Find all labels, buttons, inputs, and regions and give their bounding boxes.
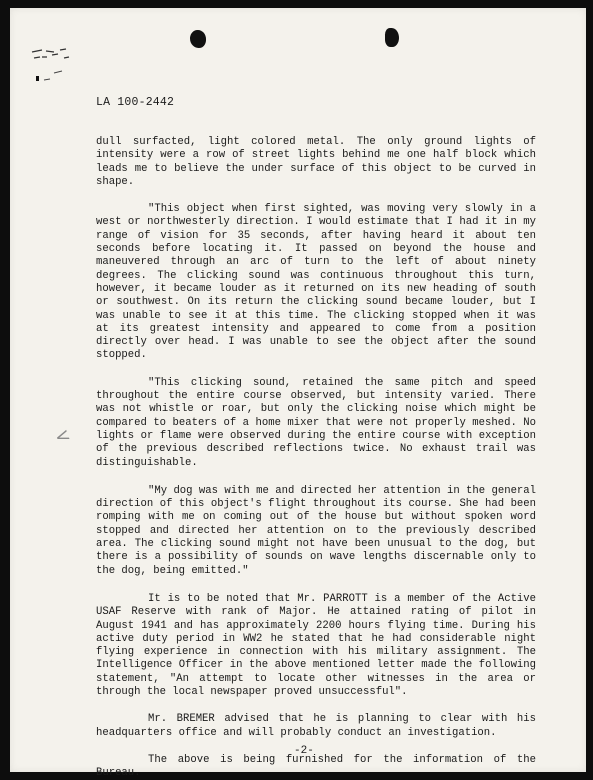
paragraph: "This object when first sighted, was moving very slowly in a west or northwesterly direction. I would estimate that I had it in my range of vision for 35 seconds, after having heard it about ten seconds before locating it. It passed on beyond the house and maneuvered through an arc of turn to the left of about ninety degrees. The clicking sound was continuous throughout this turn, however, it became louder as it returned on its new heading of south or southwest. On its return the clicking sound became louder, but I was unable to see it at this time. The clicking stopped when it was at its greatest intensity and appeared to come from a position directly over head. I was unable to see the object after the sound stopped. [96, 203, 536, 362]
letter-body [96, 136, 536, 780]
punch-hole [385, 28, 399, 47]
margin-scribble [30, 42, 80, 88]
paragraph: "This clicking sound, retained the same pitch and speed throughout the entire course observed, but intensity varied. There was not whistle or roar, but only the clicking noise which might be compared to beaters of a home mixer that were not properly meshed. No lights or flame were observed during the entire course with exception of the previous described reflections twice. No exhaust trail was distinguishable. [96, 376, 536, 469]
paragraph: "My dog was with me and directed her attention in the general direction of this object's flight throughout its course. She had been romping with me on coming out of the house but without spoken word stopped and directed her attention on to the previously described area. The clicking sound might not have been unusual to the dog, but there is a possibility of sounds on wave lengths discernable only to the dog, being emitted." [96, 484, 536, 577]
paragraph: Mr. BREMER advised that he is planning to clear with his headquarters office and will probably conduct an investigation. [96, 713, 536, 739]
page-number: -2- [294, 745, 314, 757]
punch-hole [190, 30, 206, 48]
paragraph: The above is being furnished for the information of the Bureau. [96, 753, 536, 780]
paragraph: It is to be noted that Mr. PARROTT is a member of the Active USAF Reserve with rank of Major. He attained rating of pilot in August 1941 and has approximately 2200 hours flying time. During his active duty period in WW2 he stated that he had considerable night flying experience in connection with his military assignment. The Intelligence Officer in the above mentioned letter made the following statement, "An attempt to locate other witnesses in the area or through the local newspaper proved unsuccessful". [96, 592, 536, 698]
file-reference: LA 100-2442 [96, 96, 175, 109]
paragraph: dull surfacted, light colored metal. The only ground lights of intensity were a row of street lights behind me one half block which leads me to believe the under surface of this object to be curved in shape. [96, 136, 536, 188]
margin-mark: < [51, 424, 74, 449]
document-page [10, 8, 586, 780]
